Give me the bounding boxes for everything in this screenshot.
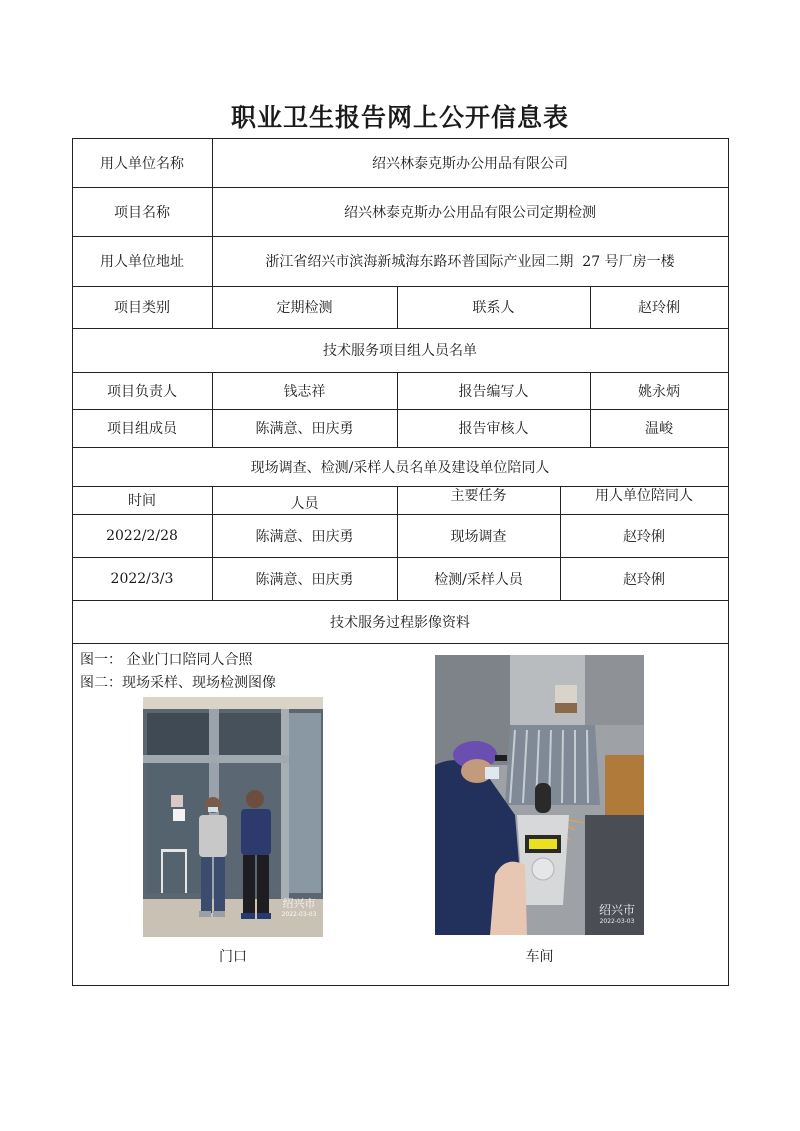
watermark-date: 2022-03-03 — [281, 911, 317, 918]
column-header-time: 时间 — [128, 493, 156, 509]
column-header-staff: 人员 — [290, 496, 319, 512]
row-staff: 陈满意、田庆勇 — [255, 571, 354, 588]
table-border — [728, 138, 729, 986]
photo-watermark — [591, 901, 643, 925]
contact-value: 赵玲俐 — [638, 300, 680, 316]
project-name-label: 项目名称 — [114, 204, 170, 221]
workshop-photo-image — [435, 655, 644, 935]
members-label: 项目组成员 — [107, 421, 177, 437]
row-date: 2022/3/3 — [110, 570, 174, 587]
workshop-photo-caption: 车间 — [525, 949, 554, 965]
row-task: 检测/采样人员 — [434, 571, 523, 588]
row-task: 现场调查 — [450, 528, 507, 545]
project-type-value: 定期检测 — [276, 300, 333, 316]
employer-address-label: 用人单位地址 — [100, 254, 184, 270]
watermark-city: 绍兴市 — [282, 897, 316, 910]
column-header-task: 主要任务 — [450, 488, 507, 504]
row-companion: 赵玲俐 — [623, 528, 665, 545]
members-value: 陈满意、田庆勇 — [255, 421, 354, 437]
row-staff: 陈满意、田庆勇 — [255, 528, 354, 545]
figure-2-caption: 图二：现场采样、现场检测图像 — [80, 675, 276, 691]
employer-address-value: 浙江省绍兴市滨海新城海东路环普国际产业园二期 27 号厂房一楼 — [265, 254, 675, 270]
watermark-date: 2022-03-03 — [599, 918, 635, 925]
workshop-photo — [435, 655, 644, 935]
row-companion: 赵玲俐 — [623, 571, 665, 588]
column-header-companion: 用人单位陪同人 — [595, 488, 693, 504]
writer-value: 姚永炳 — [638, 383, 680, 400]
table-border — [72, 985, 729, 986]
team-section-heading: 技术服务项目组人员名单 — [323, 343, 477, 359]
employer-name-label: 用人单位名称 — [100, 155, 184, 172]
table-divider — [72, 643, 729, 644]
row-date: 2022/2/28 — [106, 527, 178, 544]
reviewer-label: 报告审核人 — [458, 421, 529, 437]
figure-1-caption: 图一： 企业门口陪同人合照 — [80, 652, 253, 668]
project-name-value: 绍兴林泰克斯办公用品有限公司定期检测 — [344, 204, 596, 221]
employer-name-value: 绍兴林泰克斯办公用品有限公司 — [372, 155, 568, 172]
project-type-label: 项目类别 — [114, 300, 170, 316]
entrance-photo — [143, 697, 323, 937]
watermark-city: 绍兴市 — [598, 903, 635, 917]
photo-watermark — [277, 895, 321, 918]
leader-label: 项目负责人 — [107, 383, 177, 400]
image-section-heading: 技术服务过程影像资料 — [330, 614, 470, 631]
contact-label: 联系人 — [472, 300, 515, 316]
reviewer-value: 温峻 — [645, 421, 673, 437]
leader-value: 钱志祥 — [283, 383, 326, 400]
entrance-photo-caption: 门口 — [219, 949, 247, 965]
field-section-heading: 现场调查、检测/采样人员名单及建设单位陪同人 — [250, 459, 550, 476]
writer-label: 报告编写人 — [458, 383, 529, 400]
page-title: 职业卫生报告网上公开信息表 — [230, 103, 569, 132]
